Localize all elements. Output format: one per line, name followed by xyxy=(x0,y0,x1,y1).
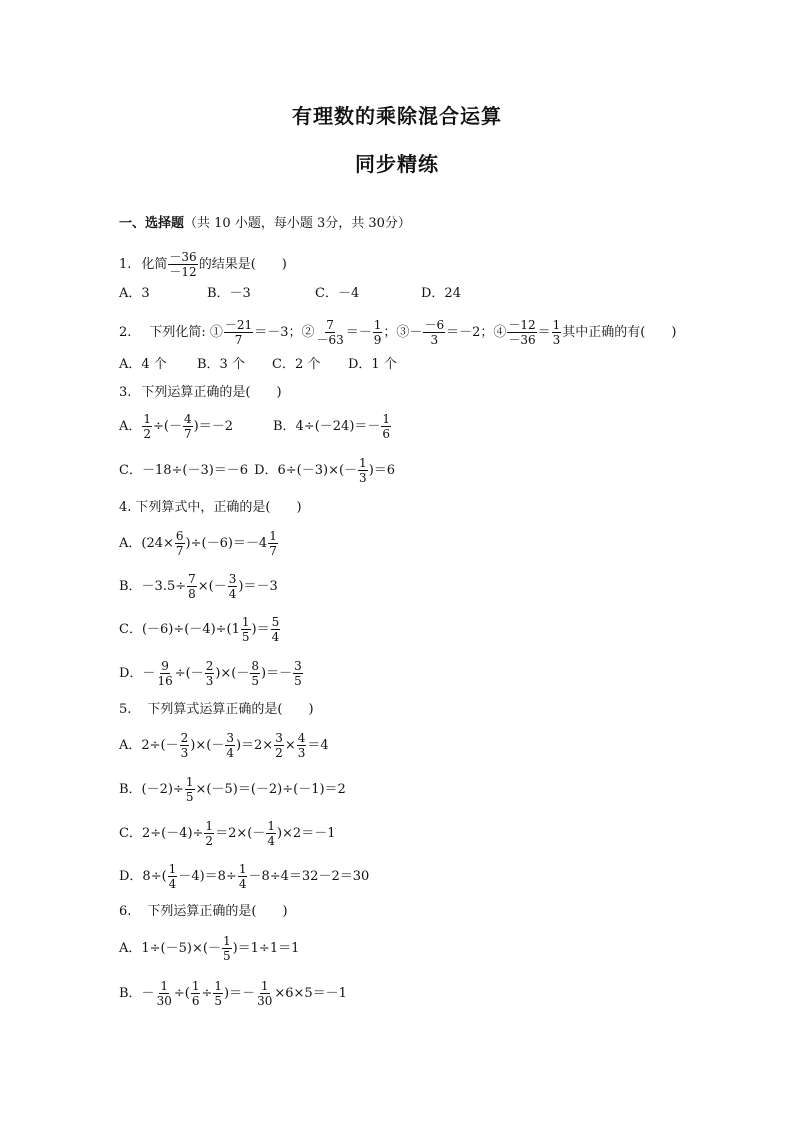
fraction xyxy=(250,659,260,688)
denominator: －36 xyxy=(508,333,536,347)
math-text: A．2÷(－ xyxy=(119,737,179,753)
option-d xyxy=(254,456,395,485)
fraction xyxy=(191,979,201,1008)
fraction xyxy=(156,979,173,1008)
math-text: )＝－ xyxy=(261,665,293,681)
option-c xyxy=(119,615,281,644)
denominator: 7 xyxy=(234,333,243,347)
fraction xyxy=(373,318,383,347)
math-text: ÷( xyxy=(173,985,190,1001)
fraction xyxy=(293,659,303,688)
fraction xyxy=(423,318,445,347)
option-a xyxy=(119,731,329,760)
math-text: ＝4 xyxy=(307,737,329,753)
denominator: 3 xyxy=(552,333,561,347)
denominator: 2 xyxy=(205,834,214,848)
question-text: 的结果是( ) xyxy=(198,256,287,272)
math-text: × xyxy=(284,737,296,753)
math-text: ÷(－ xyxy=(153,418,182,434)
math-text: )＝－3 xyxy=(238,578,278,594)
denominator: 6 xyxy=(382,427,391,441)
denominator: 7 xyxy=(269,544,277,558)
math-text: B．－ xyxy=(119,985,155,1001)
denominator: 8 xyxy=(188,587,196,601)
numerator: 3 xyxy=(275,731,283,745)
question-3-options-cd xyxy=(119,456,395,485)
math-text: A．(24× xyxy=(119,535,174,551)
denominator: 4 xyxy=(228,587,237,601)
fraction xyxy=(213,979,223,1008)
math-text: D．6÷(－3)×(－ xyxy=(254,462,358,478)
math-text: D．8÷( xyxy=(119,868,167,884)
math-text: )＝6 xyxy=(368,462,396,478)
fraction xyxy=(228,572,238,601)
denominator: 3 xyxy=(430,333,439,347)
numerator: 3 xyxy=(294,659,302,673)
numerator: 1 xyxy=(552,318,561,332)
page-title: 有理数的乘除混合运算 xyxy=(292,104,502,128)
numerator: 8 xyxy=(251,659,260,673)
section-title: 一、选择题 xyxy=(119,216,185,231)
numerator: 1 xyxy=(238,862,247,876)
denominator: 30 xyxy=(257,994,273,1008)
question-2 xyxy=(119,318,676,347)
question-number: 4. xyxy=(119,500,132,515)
numerator: －36 xyxy=(169,250,197,264)
math-text: ×(－ xyxy=(197,578,227,594)
math-text: ＝ xyxy=(537,324,551,340)
denominator: 5 xyxy=(294,674,302,688)
numerator: 1 xyxy=(214,979,222,993)
fraction xyxy=(185,775,195,804)
math-text: C．2÷(－4)÷ xyxy=(119,825,204,841)
question-5 xyxy=(119,702,314,718)
fraction xyxy=(205,659,215,688)
fraction xyxy=(204,819,214,848)
math-text: ×(－5)＝(－2)÷(－1)＝2 xyxy=(195,781,346,797)
options-1 xyxy=(119,286,461,302)
numerator: 1 xyxy=(222,934,231,948)
math-text: B．－3.5÷ xyxy=(119,578,187,594)
numerator: 1 xyxy=(382,412,391,426)
math-text: )×(－ xyxy=(190,737,225,753)
math-text: )÷(－6)＝－4 xyxy=(185,535,268,551)
math-text: ＝2×(－ xyxy=(215,825,266,841)
math-text: )×2＝－1 xyxy=(276,825,336,841)
denominator: 5 xyxy=(185,790,194,804)
fraction xyxy=(142,412,152,441)
question-number: 5. xyxy=(119,702,132,717)
numerator: －6 xyxy=(424,318,445,332)
denominator: 5 xyxy=(222,949,231,963)
option-a xyxy=(119,412,273,441)
option-b xyxy=(119,775,346,804)
math-text: －4)＝8÷ xyxy=(178,868,237,884)
numerator: －12 xyxy=(508,318,536,332)
denominator: 9 xyxy=(373,333,382,347)
math-text: ＝－ xyxy=(345,324,372,340)
denominator: 7 xyxy=(175,544,184,558)
option-a xyxy=(119,934,299,963)
question-number: 6. xyxy=(119,904,132,919)
denominator: 2 xyxy=(275,746,283,760)
option-a xyxy=(119,529,279,558)
page-subtitle: 同步精练 xyxy=(355,152,439,176)
question-text: 化简 xyxy=(141,256,168,272)
numerator: 1 xyxy=(185,775,194,789)
denominator: 3 xyxy=(359,471,367,485)
fraction xyxy=(266,819,276,848)
numerator: 9 xyxy=(161,659,169,673)
option-d xyxy=(119,659,304,688)
denominator: －63 xyxy=(316,333,344,347)
question-6 xyxy=(119,904,288,920)
math-text: 其中正确的有( ) xyxy=(562,324,677,340)
numerator: 3 xyxy=(228,572,237,586)
option-b xyxy=(119,572,278,601)
math-text: )＝2× xyxy=(235,737,274,753)
denominator: 6 xyxy=(191,994,200,1008)
fraction xyxy=(168,250,197,279)
math-text: )×(－ xyxy=(215,665,250,681)
fraction xyxy=(297,731,307,760)
option-b xyxy=(273,412,392,441)
denominator: －12 xyxy=(169,265,197,279)
fraction xyxy=(241,615,251,644)
question-3-options-ab xyxy=(119,412,392,441)
fraction xyxy=(156,659,173,688)
fraction xyxy=(175,529,185,558)
math-text: )＝－2 xyxy=(193,418,233,434)
fraction xyxy=(183,412,193,441)
fraction xyxy=(552,318,562,347)
question-1 xyxy=(119,250,287,279)
numerator: 7 xyxy=(326,318,334,332)
denominator: 2 xyxy=(143,427,152,441)
denominator: 3 xyxy=(205,674,214,688)
option-c: C．2 个 xyxy=(272,357,321,372)
question-text: 下列算式运算正确的是( ) xyxy=(147,702,314,717)
numerator: 1 xyxy=(191,979,200,993)
math-text: D．－ xyxy=(119,665,156,681)
numerator: 6 xyxy=(175,529,184,543)
option-c: C．－18÷(－3)＝－6 xyxy=(119,462,249,478)
question-4 xyxy=(119,500,302,516)
option-a: A．4 个 xyxy=(119,357,167,372)
option-a: A．3 xyxy=(119,286,150,301)
option-d: D．1 个 xyxy=(348,357,397,372)
fraction xyxy=(225,731,235,760)
denominator: 5 xyxy=(251,674,260,688)
numerator: 4 xyxy=(184,412,192,426)
math-text: －8÷4＝32－2＝30 xyxy=(248,868,370,884)
numerator: 1 xyxy=(269,529,277,543)
numerator: 4 xyxy=(297,731,306,745)
fraction xyxy=(168,862,178,891)
denominator: 3 xyxy=(297,746,306,760)
numerator: 1 xyxy=(143,412,152,426)
section-heading xyxy=(119,216,411,232)
denominator: 3 xyxy=(180,746,189,760)
numerator: 3 xyxy=(226,731,234,745)
math-text: ÷(－ xyxy=(174,665,204,681)
fraction xyxy=(274,731,284,760)
fraction xyxy=(180,731,190,760)
options-2 xyxy=(119,357,397,373)
option-b: B．－3 xyxy=(207,286,251,301)
option-c: C．－4 xyxy=(315,286,360,301)
math-text: B．(－2)÷ xyxy=(119,781,184,797)
numerator: 1 xyxy=(359,456,367,470)
numerator: 7 xyxy=(188,572,196,586)
numerator: 1 xyxy=(260,979,269,993)
numerator: 2 xyxy=(180,731,189,745)
option-d: D．24 xyxy=(421,286,461,301)
math-text: ÷ xyxy=(201,985,213,1001)
denominator: 4 xyxy=(267,834,275,848)
option-c xyxy=(119,819,335,848)
denominator: 4 xyxy=(168,877,177,891)
denominator: 4 xyxy=(238,877,247,891)
section-note: （共 10 小题，每小题 3分，共 30分） xyxy=(184,216,411,231)
question-text: 下列运算正确的是( ) xyxy=(147,904,288,919)
option-b: B．3 个 xyxy=(197,357,245,372)
option-d xyxy=(119,862,369,891)
fraction xyxy=(271,615,281,644)
fraction xyxy=(358,456,368,485)
math-text: ×6×5＝－1 xyxy=(274,985,347,1001)
math-text: A．1÷(－5)×(－ xyxy=(119,940,221,956)
denominator: 30 xyxy=(156,994,172,1008)
question-number: 2. xyxy=(119,324,132,340)
math-text: ；③－ xyxy=(383,324,423,340)
math-text: ＝－3；② xyxy=(254,324,315,340)
numerator: 1 xyxy=(205,819,214,833)
fraction xyxy=(187,572,197,601)
denominator: 7 xyxy=(184,427,192,441)
fraction xyxy=(315,318,344,347)
numerator: 1 xyxy=(241,615,250,629)
fraction xyxy=(256,979,273,1008)
math-text: 下列化简: ① xyxy=(149,324,223,340)
numerator: 1 xyxy=(168,862,177,876)
denominator: 4 xyxy=(226,746,234,760)
question-number: 1. xyxy=(119,256,132,272)
math-text: ＝－2；④ xyxy=(446,324,507,340)
numerator: 1 xyxy=(160,979,169,993)
fraction xyxy=(224,318,253,347)
question-3 xyxy=(119,385,282,401)
question-number: 3. xyxy=(119,385,132,400)
math-text: C．(－6)÷(－4)÷(1 xyxy=(119,621,240,637)
numerator: 2 xyxy=(205,659,214,673)
fraction xyxy=(222,934,232,963)
math-text: )＝－ xyxy=(224,985,256,1001)
fraction xyxy=(507,318,536,347)
question-text: 下列算式中，正确的是( ) xyxy=(135,500,302,515)
math-text: )＝ xyxy=(251,621,270,637)
math-text: B．4÷(－24)＝－ xyxy=(273,418,381,434)
math-text: )＝1÷1＝1 xyxy=(232,940,300,956)
denominator: 4 xyxy=(271,630,280,644)
numerator: 5 xyxy=(271,615,280,629)
fraction xyxy=(268,529,278,558)
fraction xyxy=(381,412,391,441)
numerator: 1 xyxy=(373,318,382,332)
fraction xyxy=(238,862,248,891)
denominator: 5 xyxy=(214,994,222,1008)
numerator: －21 xyxy=(224,318,253,332)
denominator: 16 xyxy=(157,674,173,688)
denominator: 5 xyxy=(241,630,250,644)
question-text: 下列运算正确的是( ) xyxy=(141,385,282,400)
option-b xyxy=(119,979,347,1008)
math-text: A． xyxy=(119,418,142,434)
numerator: 1 xyxy=(267,819,275,833)
